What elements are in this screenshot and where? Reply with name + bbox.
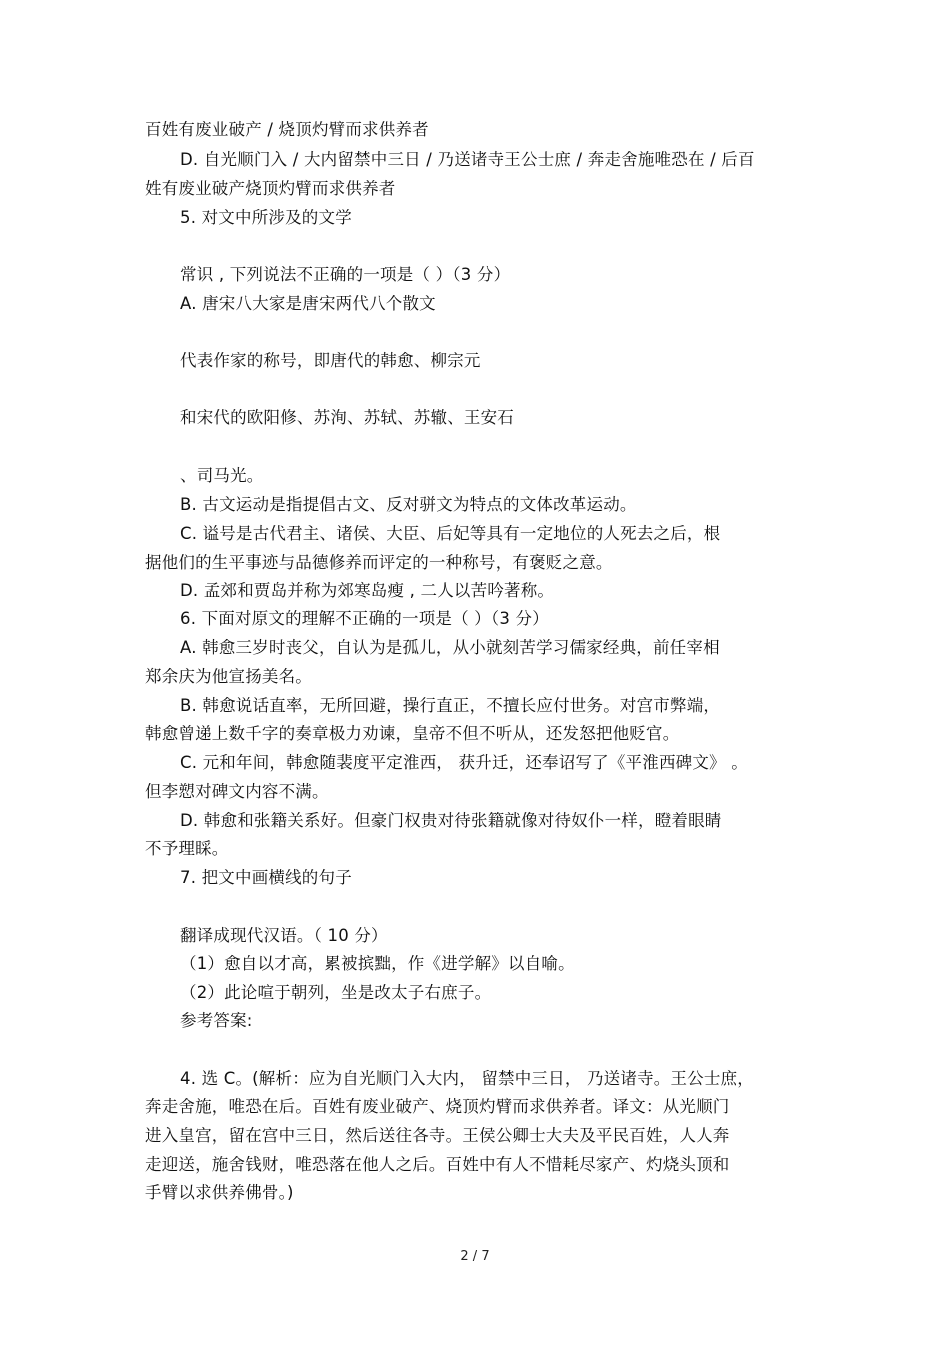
text-line: 7. 把文中画横线的句子: [180, 868, 352, 887]
text-line: B. 古文运动是指提倡古文、反对骈文为特点的文体改革运动。: [180, 495, 637, 514]
text-line: 进入皇宫，留在宫中三日，然后送往各寺。王侯公卿士大夫及平民百姓，人人奔: [145, 1126, 730, 1145]
text-line: 代表作家的称号，即唐代的韩愈、柳宗元: [180, 351, 481, 370]
text-line: 6. 下面对原文的理解不正确的一项是（ ）（3 分）: [180, 609, 549, 628]
text-line: 百姓有废业破产 / 烧顶灼臂而求供养者: [145, 120, 429, 139]
text-line: 姓有废业破产烧顶灼臂而求供养者: [145, 179, 396, 198]
text-line: 和宋代的欧阳修、苏洵、苏轼、苏辙、王安石: [180, 408, 514, 427]
text-line: A. 韩愈三岁时丧父，自认为是孤儿，从小就刻苦学习儒家经典，前任宰相: [180, 638, 720, 657]
text-line: C. 元和年间，韩愈随裴度平定淮西， 获升迁，还奉诏写了《平淮西碑文》 。: [180, 753, 748, 772]
text-line: 韩愈曾递上数千字的奏章极力劝谏，皇帝不但不听从，还发怒把他贬官。: [145, 724, 680, 743]
text-line: （1）愈自以才高，累被摈黜，作《进学解》以自喻。: [180, 954, 575, 973]
text-line: D. 自光顺门入 / 大内留禁中三日 / 乃送诸寺王公士庶 / 奔走舍施唯恐在 / 后百: [180, 150, 755, 169]
text-line: B. 韩愈说话直率，无所回避，操行直正，不擅长应付世务。对宫市弊端，: [180, 696, 721, 715]
text-line: （2）此论喧于朝列，坐是改太子右庶子。: [180, 983, 492, 1002]
text-line: D. 韩愈和张籍关系好。但豪门权贵对待张籍就像对待奴仆一样，瞪着眼睛: [180, 811, 722, 830]
text-line: A. 唐宋八大家是唐宋两代八个散文: [180, 294, 436, 313]
text-line: 常识 , 下列说法不正确的一项是（ ）（3 分）: [180, 265, 511, 284]
text-line: 翻译成现代汉语。（ 10 分）: [180, 926, 388, 945]
text-line: C. 谥号是古代君主、诸侯、大臣、后妃等具有一定地位的人死去之后，根: [180, 524, 721, 543]
text-line: D. 孟郊和贾岛并称为郊寒岛瘦 , 二人以苦吟著称。: [180, 581, 555, 600]
page-number: 2 / 7: [460, 1249, 490, 1264]
text-line: 但李愬对碑文内容不满。: [145, 782, 329, 801]
text-line: 、司马光。: [180, 466, 264, 485]
text-line: 不予理睬。: [145, 839, 229, 858]
text-line: 手臂以求供养佛骨。): [145, 1183, 294, 1202]
text-line: 奔走舍施，唯恐在后。百姓有废业破产、烧顶灼臂而求供养者。译文：从光顺门: [145, 1097, 730, 1116]
text-line: 4. 选 C。(解析：应为自光顺门入大内， 留禁中三日， 乃送诸寺。王公士庶，: [180, 1069, 754, 1088]
text-line: 5. 对文中所涉及的文学: [180, 208, 352, 227]
text-line: 参考答案:: [180, 1011, 253, 1030]
text-line: 走迎送，施舍钱财，唯恐落在他人之后。百姓中有人不惜耗尽家产、灼烧头顶和: [145, 1155, 730, 1174]
text-line: 据他们的生平事迹与品德修养而评定的一种称号，有褒贬之意。: [145, 553, 613, 572]
text-line: 郑余庆为他宣扬美名。: [145, 667, 312, 686]
